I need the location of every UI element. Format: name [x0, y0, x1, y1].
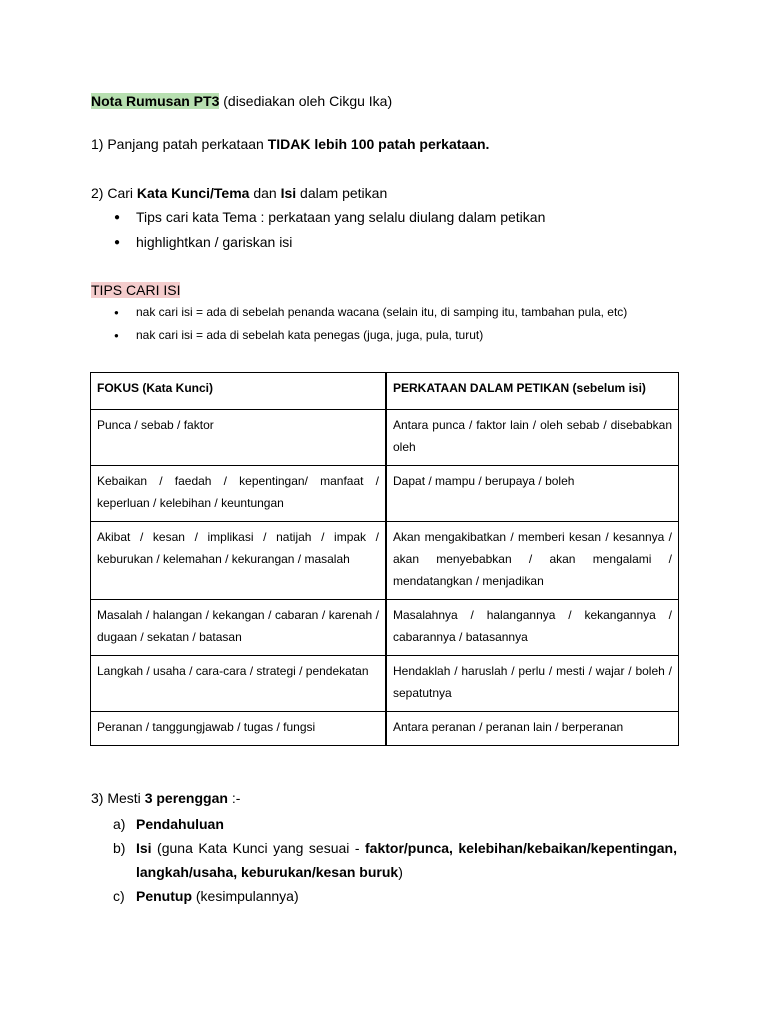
list-item: a) Pendahuluan: [113, 816, 224, 832]
table-row: [91, 712, 679, 746]
table-header-focus: FOKUS (Kata Kunci): [91, 373, 387, 410]
table-row: [91, 410, 679, 466]
list-item: ● Tips cari kata Tema : perkataan yang selalu diulang dalam petikan: [91, 205, 545, 230]
document-title: [91, 91, 392, 111]
table-cell: Antara peranan / peranan lain / berperanan: [386, 712, 679, 746]
point-2: 2) Cari Kata Kunci/Tema dan Isi dalam petikan: [91, 185, 388, 201]
table-cell: Kebaikan / faedah / kepentingan/ manfaat / keperluan / kelebihan / keuntungan: [91, 466, 387, 522]
table-row: [91, 600, 679, 656]
table-cell: Masalah / halangan / kekangan / cabaran / karenah / dugaan / sekatan / batasan: [91, 600, 387, 656]
tips-bullets: [91, 301, 627, 347]
table-header-row: [91, 373, 679, 410]
table-row: [91, 656, 679, 712]
table-cell: Akibat / kesan / implikasi / natijah / impak / keburukan / kelemahan / kekurangan / masalah: [91, 522, 387, 600]
paragraph-list: [91, 812, 677, 908]
table-cell: Langkah / usaha / cara-cara / strategi / pendekatan: [91, 656, 387, 712]
table-cell: Dapat / mampu / berupaya / boleh: [386, 466, 679, 522]
table-header-phrase: PERKATAAN DALAM PETIKAN (sebelum isi): [386, 373, 679, 410]
table-cell: Akan mengakibatkan / memberi kesan / kesannya / akan menyebabkan / akan mengalami / mendatangkan / menjadikan: [386, 522, 679, 600]
list-item: ● nak cari isi = ada di sebelah penanda wacana (selain itu, di samping itu, tambahan pula, etc): [91, 301, 627, 324]
table-row: [91, 522, 679, 600]
title-highlight: Nota Rumusan PT3: [91, 93, 220, 109]
point-2-bullets: [91, 205, 545, 255]
point-1: 1) Panjang patah perkataan TIDAK lebih 100 patah perkataan.: [91, 136, 490, 152]
title-author: (disediakan oleh Cikgu Ika): [219, 93, 393, 109]
list-item: ● highlightkan / gariskan isi: [91, 230, 545, 255]
table-cell: Punca / sebab / faktor: [91, 410, 387, 466]
table-cell: Peranan / tanggungjawab / tugas / fungsi: [91, 712, 387, 746]
table-cell: Hendaklah / haruslah / perlu / mesti / wajar / boleh / sepatutnya: [386, 656, 679, 712]
table-row: [91, 466, 679, 522]
list-item: b) Isi (guna Kata Kunci yang sesuai - faktor/punca, kelebihan/kebaikan/kepentingan, langkah/usaha, keburukan/kesan buruk): [113, 840, 678, 880]
list-item: c) Penutup (kesimpulannya): [113, 888, 299, 904]
list-item: ● nak cari isi = ada di sebelah kata penegas (juga, juga, pula, turut): [91, 324, 627, 347]
table-cell: Masalahnya / halangannya / kekangannya / cabarannya / batasannya: [386, 600, 679, 656]
keyword-table: [90, 372, 679, 746]
tips-heading: TIPS CARI ISI: [91, 282, 181, 298]
point-3: 3) Mesti 3 perenggan :-: [91, 790, 241, 806]
table-cell: Antara punca / faktor lain / oleh sebab / disebabkan oleh: [386, 410, 679, 466]
